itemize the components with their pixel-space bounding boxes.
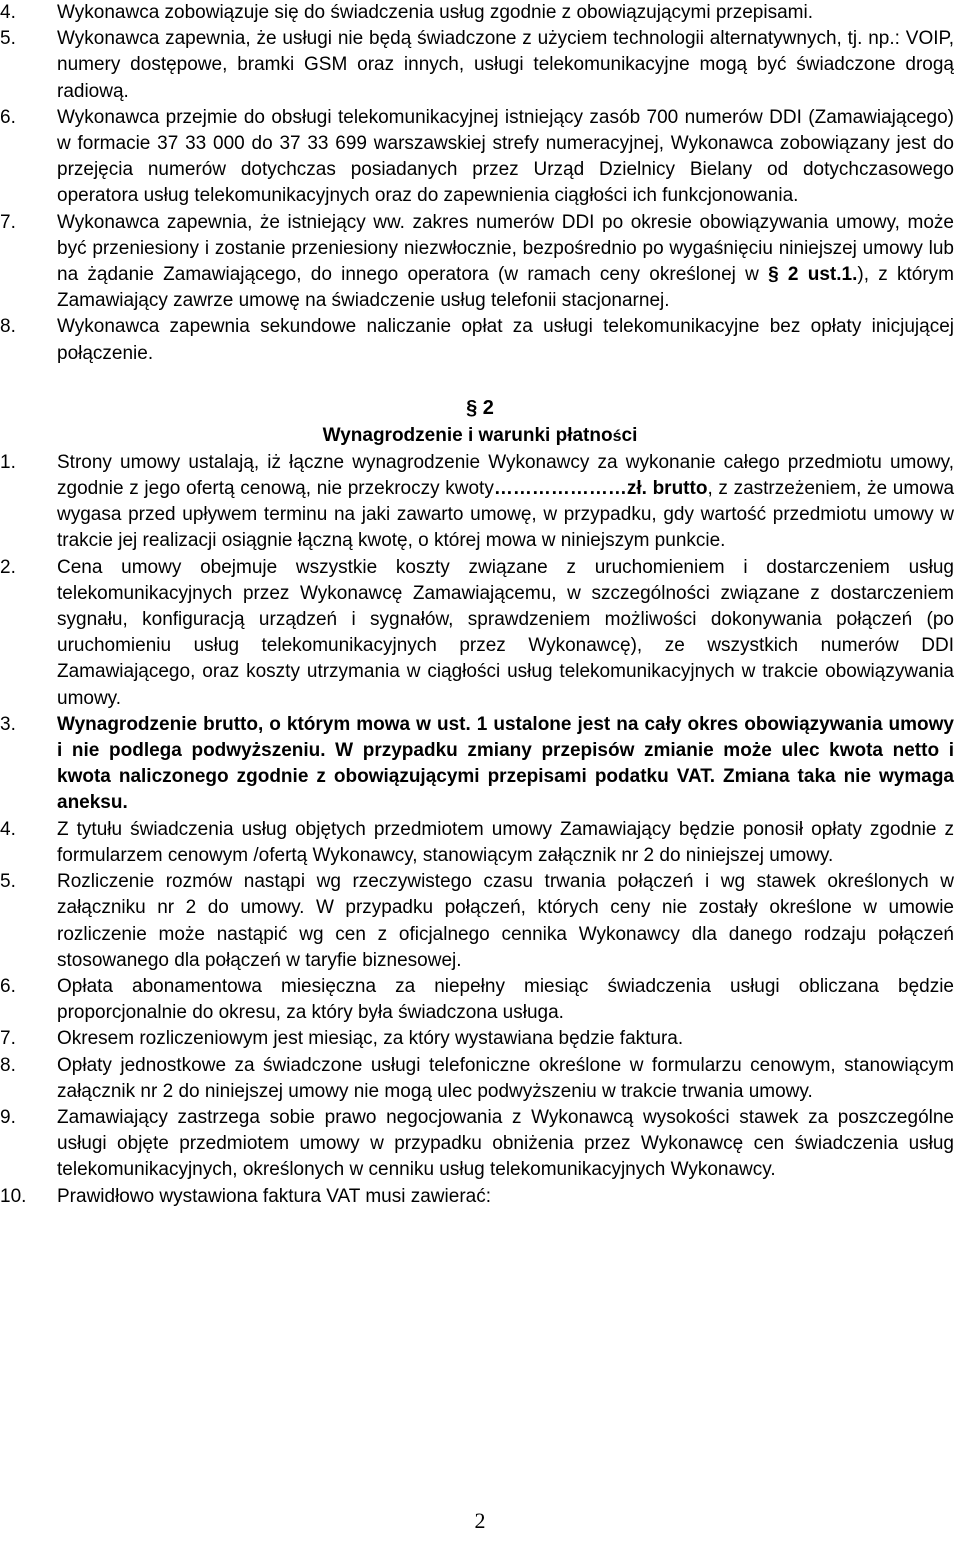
list-item [0, 974, 960, 1026]
item-number: 5. [0, 28, 16, 50]
item-text: Z tytułu świadczenia usług objętych przedmiotem umowy Zamawiający będzie ponosił opłaty zgodnie z formularzem cenowym /ofertą Wykonawcy, stanowiącym załącznik nr 2 do niniejszej umowy. [57, 818, 954, 866]
item-text: Wynagrodzenie brutto, o którym mowa w ust. 1 ustalone jest na cały okres obowiązywania umowy i nie podlega podwyższeniu. W przypadku zmiany przepisów zmianie może ulec kwota netto i kwota naliczonego zgodnie z obowiązującymi przepisami podatku VAT. Zmiana taka nie wymaga aneksu. [57, 713, 954, 814]
item-number: 4. [0, 2, 16, 23]
item-number: 9. [0, 1106, 16, 1128]
item-number: 10. [0, 1185, 27, 1207]
section-title-text: ś [612, 427, 622, 445]
section-title-text: Wynagrodzenie i warunki płatno [322, 424, 613, 446]
list-item [0, 26, 960, 105]
item-text: Cena umowy obejmuje wszystkie koszty związane z uruchomieniem i dostarczeniem usług telekomunikacyjnych przez Wykonawcę Zamawiającemu, w szczególności związane z dostarczeniem sygnału, konfiguracją urządzeń i sygnałów, sprawdzeniem możliwości dokonywania połączeń (po uruchomieniu usług telekomunikacyjnych przez Wykonawcę), ze wszystkich numerów DDI Zamawiającego, oraz koszty utrzymania w ciągłości usług telekomunikacyjnych w trakcie obowiązywania umowy. [57, 556, 954, 709]
item-text: ), z którym Zamawiający zawrze umowę na świadczenie usług telefonii stacjonarnej. [57, 264, 954, 312]
item-number: 3. [0, 713, 16, 735]
list-item [0, 1053, 960, 1105]
section-title-text: ci [621, 424, 638, 446]
item-text: Wykonawca zapewnia, że istniejący ww. zakres numerów DDI po okresie obowiązywania umowy, może być przeniesiony i zostanie przeniesiony niezwłocznie, bezpośrednio po wygaśnięciu niniejszej umowy lub na żądanie Zamawiającego, do innego operatora (w ramach ceny określonej w [57, 211, 954, 286]
item-text: Zamawiający zastrzega sobie prawo negocjowania z Wykonawcą wysokości stawek za poszczególne usługi objęte przedmiotem umowy w przypadku obniżenia przez Wykonawcę cen świadczenia usług telekomunikacyjnych, określonych w cenniku usług telekomunikacyjnych Wykonawcy. [57, 1106, 954, 1181]
item-number: 1. [0, 451, 16, 473]
section-heading [0, 395, 960, 450]
list-item [0, 712, 960, 817]
list-item [0, 555, 960, 712]
top-list [0, 0, 960, 367]
item-number: 7. [0, 211, 16, 233]
section-number: § 2 [466, 396, 494, 419]
amount-placeholder: …………………zł. brutto [493, 478, 708, 500]
item-number: 4. [0, 818, 16, 840]
item-text: , z zastrzeżeniem, że umowa wygasa przed upływem terminu na jaki zawarto umowę, w przypadku, gdy wartość przedmiotu umowy w trakcie jej realizacji osiągnie łączną kwotę, o której mowa w niniejszym punkcie. [57, 478, 955, 552]
list-item [0, 1105, 960, 1184]
item-text: Opłata abonamentowa miesięczna za niepełny miesiąc świadczenia usługi obliczana będzie proporcjonalnie do okresu, za który była świadczona usługa. [57, 975, 954, 1024]
item-number: 7. [0, 1028, 16, 1050]
list-item [0, 0, 960, 26]
list-item [0, 817, 960, 869]
list-item [0, 314, 960, 366]
list-item [0, 1026, 960, 1052]
item-number: 8. [0, 316, 16, 338]
list-item [0, 869, 960, 974]
item-text: Strony umowy ustalają, iż łączne wynagrodzenie Wykonawcy za wykonanie całego przedmiotu umowy, zgodnie z jego ofertą cenową, nie przekroczy kwoty [57, 451, 954, 500]
item-text: Wykonawca zobowiązuje się do świadczenia usług zgodnie z obowiązującymi przepisami. [57, 2, 813, 23]
item-number: 6. [0, 106, 16, 128]
section-title [0, 422, 960, 450]
item-text: Wykonawca zapewnia, że usługi nie będą świadczone z użyciem technologii alternatywnych, tj. np.: VOIP, numery dostępowe, bramki GSM oraz innych, usługi telekomunikacyjne mogą być świadczone drogą radiową. [57, 28, 954, 102]
section-reference: § 2 ust.1. [768, 264, 858, 286]
item-text: Wykonawca przejmie do obsługi telekomunikacyjnej istniejący zasób 700 numerów DDI (Zamawiającego) w formacie 37 33 000 do 37 33 699 warszawskiej strefy numeracyjnej, Wykonawca zobowiązany jest do przejęcia numerów dotychczas posiadanych przez Urząd Dzielnicy Bielany od dotychczasowego operatora usług telekomunikacyjnych oraz do zapewnienia ciągłości ich funkcjonowania. [57, 106, 954, 207]
list-item [0, 210, 960, 315]
item-text: Okresem rozliczeniowym jest miesiąc, za który wystawiana będzie faktura. [57, 1028, 684, 1050]
list-item [0, 450, 960, 555]
item-number: 8. [0, 1054, 16, 1076]
item-text: Prawidłowo wystawiona faktura VAT musi zawierać: [57, 1185, 491, 1207]
page-number: 2 [474, 1508, 486, 1533]
item-text: Rozliczenie rozmów nastąpi wg rzeczywistego czasu trwania połączeń i wg stawek określonych w załączniku nr 2 do umowy. W przypadku połączeń, których ceny nie zostały określone w umowie rozliczenie może nastąpić wg cen z oficjalnego cennika Wykonawcy dla danego rodzaju połączeń stosowanego dla połączeń w taryfie biznesowej. [57, 871, 954, 971]
item-number: 5. [0, 871, 16, 893]
item-text: Opłaty jednostkowe za świadczone usługi telefoniczne określone w formularzu cenowym, stanowiącym załącznik nr 2 do niniejszej umowy nie mogą ulec podwyższeniu w trakcie trwania umowy. [57, 1054, 954, 1102]
item-text: Wykonawca zapewnia sekundowe naliczanie opłat za usługi telekomunikacyjne bez opłaty inicjującej połączenie. [57, 316, 954, 364]
payment-terms-list [0, 450, 960, 1210]
list-item [0, 105, 960, 210]
item-number: 2. [0, 556, 16, 578]
item-number: 6. [0, 975, 16, 997]
list-item [0, 1184, 960, 1210]
